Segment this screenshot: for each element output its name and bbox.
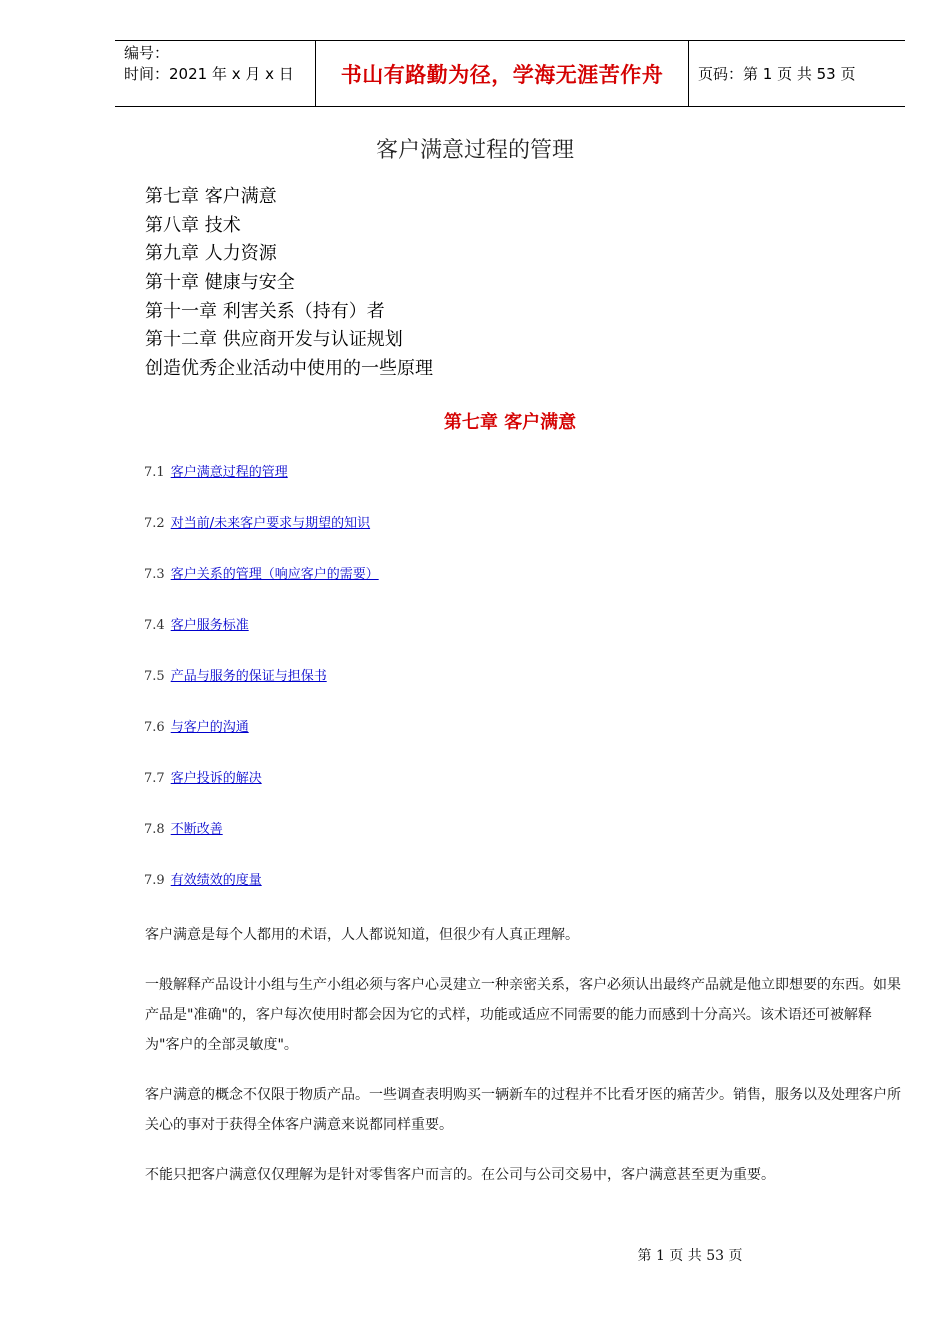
section-row bbox=[144, 563, 379, 614]
section-link[interactable]: 客户满意过程的管理 bbox=[170, 465, 288, 480]
section-number: 7.9 bbox=[144, 873, 165, 888]
chapter-list-item: 创造优秀企业活动中使用的一些原理 bbox=[145, 358, 433, 380]
chapter-heading: 第七章 客户满意 bbox=[443, 412, 577, 433]
section-row bbox=[144, 767, 379, 818]
page-header bbox=[115, 40, 905, 107]
chapter-list-item: 第十二章 供应商开发与认证规划 bbox=[145, 329, 403, 351]
section-number: 7.3 bbox=[144, 567, 165, 582]
paragraph: 一般解释产品设计小组与生产小组必须与客户心灵建立一种亲密关系，客户必须认出最终产品就是他立即想要的东西。如果产品是"准确"的，客户每次使用时都会因为它的式样，功能或适应不同需要的能力而感到十分高兴。该术语还可被解释为"客户的全部灵敏度"。 bbox=[145, 977, 901, 1053]
chapter-list-item: 第十一章 利害关系（持有）者 bbox=[145, 300, 385, 322]
section-row bbox=[144, 665, 379, 716]
section-link[interactable]: 客户服务标准 bbox=[170, 618, 249, 633]
section-link[interactable]: 对当前/未来客户要求与期望的知识 bbox=[170, 516, 371, 531]
header-meta bbox=[115, 41, 316, 106]
section-number: 7.6 bbox=[144, 720, 165, 735]
section-number: 7.2 bbox=[144, 516, 165, 531]
paragraph: 客户满意是每个人都用的术语，人人都说知道，但很少有人真正理解。 bbox=[145, 927, 579, 943]
chapter-list-item: 第八章 技术 bbox=[145, 214, 241, 236]
section-number: 7.1 bbox=[144, 465, 165, 480]
document-number-label: 编号： bbox=[124, 44, 170, 62]
page-footer: 第 1 页 共 53 页 bbox=[637, 1248, 743, 1264]
document-title: 客户满意过程的管理 bbox=[375, 138, 574, 163]
section-link[interactable]: 产品与服务的保证与担保书 bbox=[170, 669, 327, 684]
section-link[interactable]: 有效绩效的度量 bbox=[170, 873, 262, 888]
section-link[interactable]: 客户投诉的解决 bbox=[170, 771, 262, 786]
section-link-list bbox=[144, 461, 379, 920]
paragraph: 客户满意的概念不仅限于物质产品。一些调查表明购买一辆新车的过程并不比看牙医的痛苦少。销售，服务以及处理客户所关心的事对于获得全体客户满意来说都同样重要。 bbox=[145, 1087, 901, 1133]
body-text bbox=[145, 920, 905, 1210]
paragraph: 不能只把客户满意仅仅理解为是针对零售客户而言的。在公司与公司交易中，客户满意甚至更为重要。 bbox=[145, 1167, 775, 1183]
section-number: 7.7 bbox=[144, 771, 165, 786]
section-number: 7.5 bbox=[144, 669, 165, 684]
section-row bbox=[144, 512, 379, 563]
section-row bbox=[144, 818, 379, 869]
document-time-label: 时间：2021 年 x 月 x 日 bbox=[124, 65, 294, 83]
section-row bbox=[144, 869, 379, 920]
section-row bbox=[144, 716, 379, 767]
chapter-list-item: 第十章 健康与安全 bbox=[145, 272, 295, 294]
section-link[interactable]: 不断改善 bbox=[170, 822, 223, 837]
section-row bbox=[144, 461, 379, 512]
section-row bbox=[144, 614, 379, 665]
section-link[interactable]: 客户关系的管理（响应客户的需要） bbox=[170, 567, 379, 582]
section-link[interactable]: 与客户的沟通 bbox=[170, 720, 249, 735]
chapter-list-item: 第九章 人力资源 bbox=[145, 243, 277, 265]
section-number: 7.4 bbox=[144, 618, 165, 633]
chapter-list bbox=[145, 183, 433, 384]
chapter-list-item: 第七章 客户满意 bbox=[145, 186, 277, 207]
header-motto: 书山有路勤为径，学海无涯苦作舟 bbox=[316, 41, 689, 106]
section-number: 7.8 bbox=[144, 822, 165, 837]
header-page-label: 页码：第 1 页 共 53 页 bbox=[698, 65, 856, 83]
